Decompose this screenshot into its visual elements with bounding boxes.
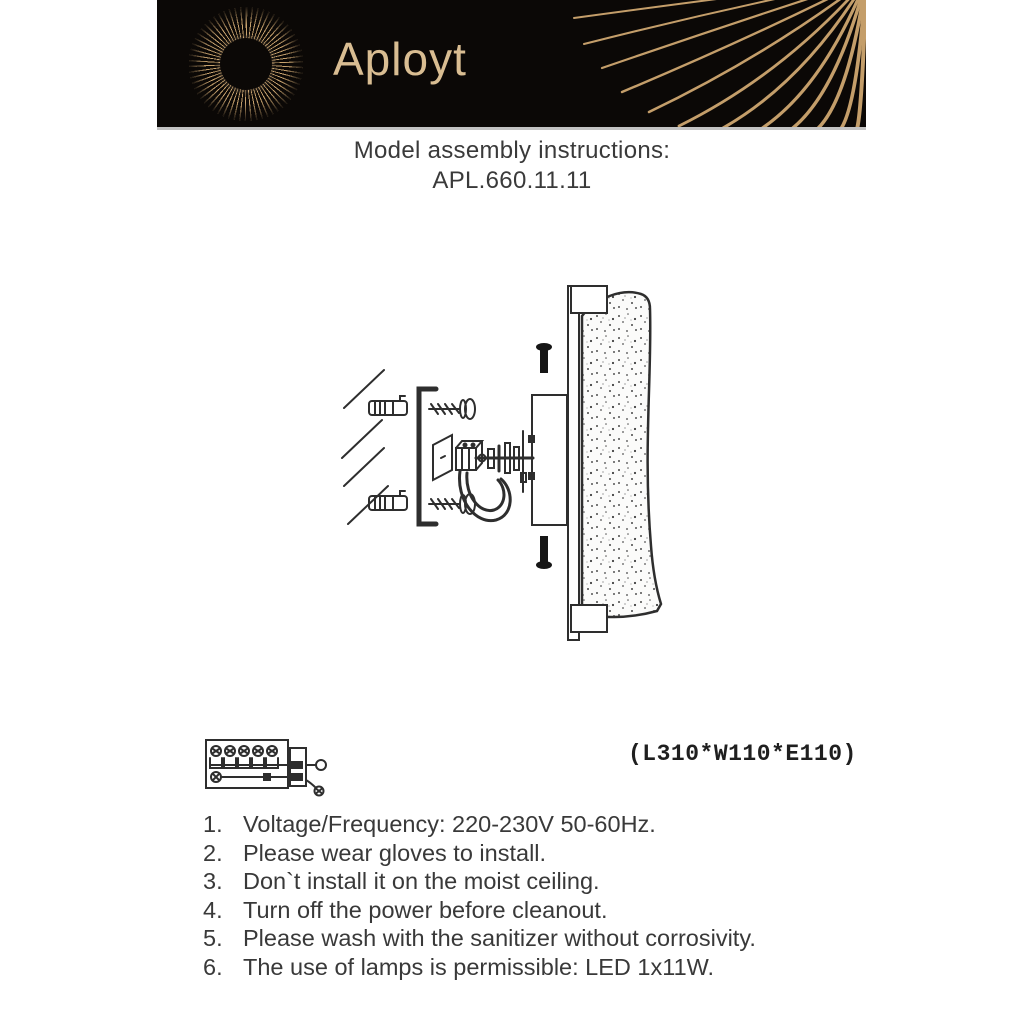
junction-plate-icon [433,435,452,480]
screw-icon [429,494,475,514]
corner-rays-icon [556,0,866,127]
page-title: Model assembly instructions: [353,137,671,164]
assembly-diagram [330,268,680,648]
sunburst-logo-icon [189,7,303,121]
item-number: 6. [203,953,223,980]
diffuser-shade-icon [582,292,661,617]
wiring-diagram [200,718,330,798]
item-number: 3. [203,868,223,895]
brand-banner [157,0,866,130]
screw-icon [429,399,475,419]
wall-anchor-icon [369,491,407,510]
wall-anchor-icon [369,396,407,415]
dimensions-label: (L310*W110*E110) [628,741,857,767]
list-item [203,867,883,896]
item-text: Voltage/Frequency: 220-230V 50-60Hz. [243,811,656,837]
item-text: Turn off the power before cleanout. [243,896,608,923]
title-block [157,136,867,196]
terminal-block-icon [456,441,482,470]
connector-block-icon [290,748,306,786]
item-text: Please wear gloves to install. [243,839,547,866]
wall-hatch-icon [342,370,388,524]
bolt-icon [536,343,552,373]
bolt-icon [536,536,552,569]
instruction-list [203,810,883,982]
list-item [203,924,883,953]
brand-name: Aployt [333,33,467,85]
list-item [203,810,883,839]
item-number: 4. [203,896,223,923]
item-number: 2. [203,839,223,866]
list-item [203,953,883,982]
model-number: APL.660.11.11 [432,167,592,194]
mounting-plate-icon [529,395,567,525]
item-number: 1. [203,811,223,837]
item-text: Don`t install it on the moist ceiling. [243,868,600,895]
lead-ring-icon [316,760,326,770]
wire-junction-icon [264,774,270,780]
item-number: 5. [203,925,223,952]
list-item [203,896,883,925]
item-text: Please wash with the sanitizer without corrosivity. [243,925,756,952]
wire-icon [306,780,316,788]
item-text: The use of lamps is permissible: LED 1x11W. [243,953,715,980]
lead-screw-icon [315,787,324,796]
ground-screw-icon [211,772,221,782]
list-item [203,839,883,868]
